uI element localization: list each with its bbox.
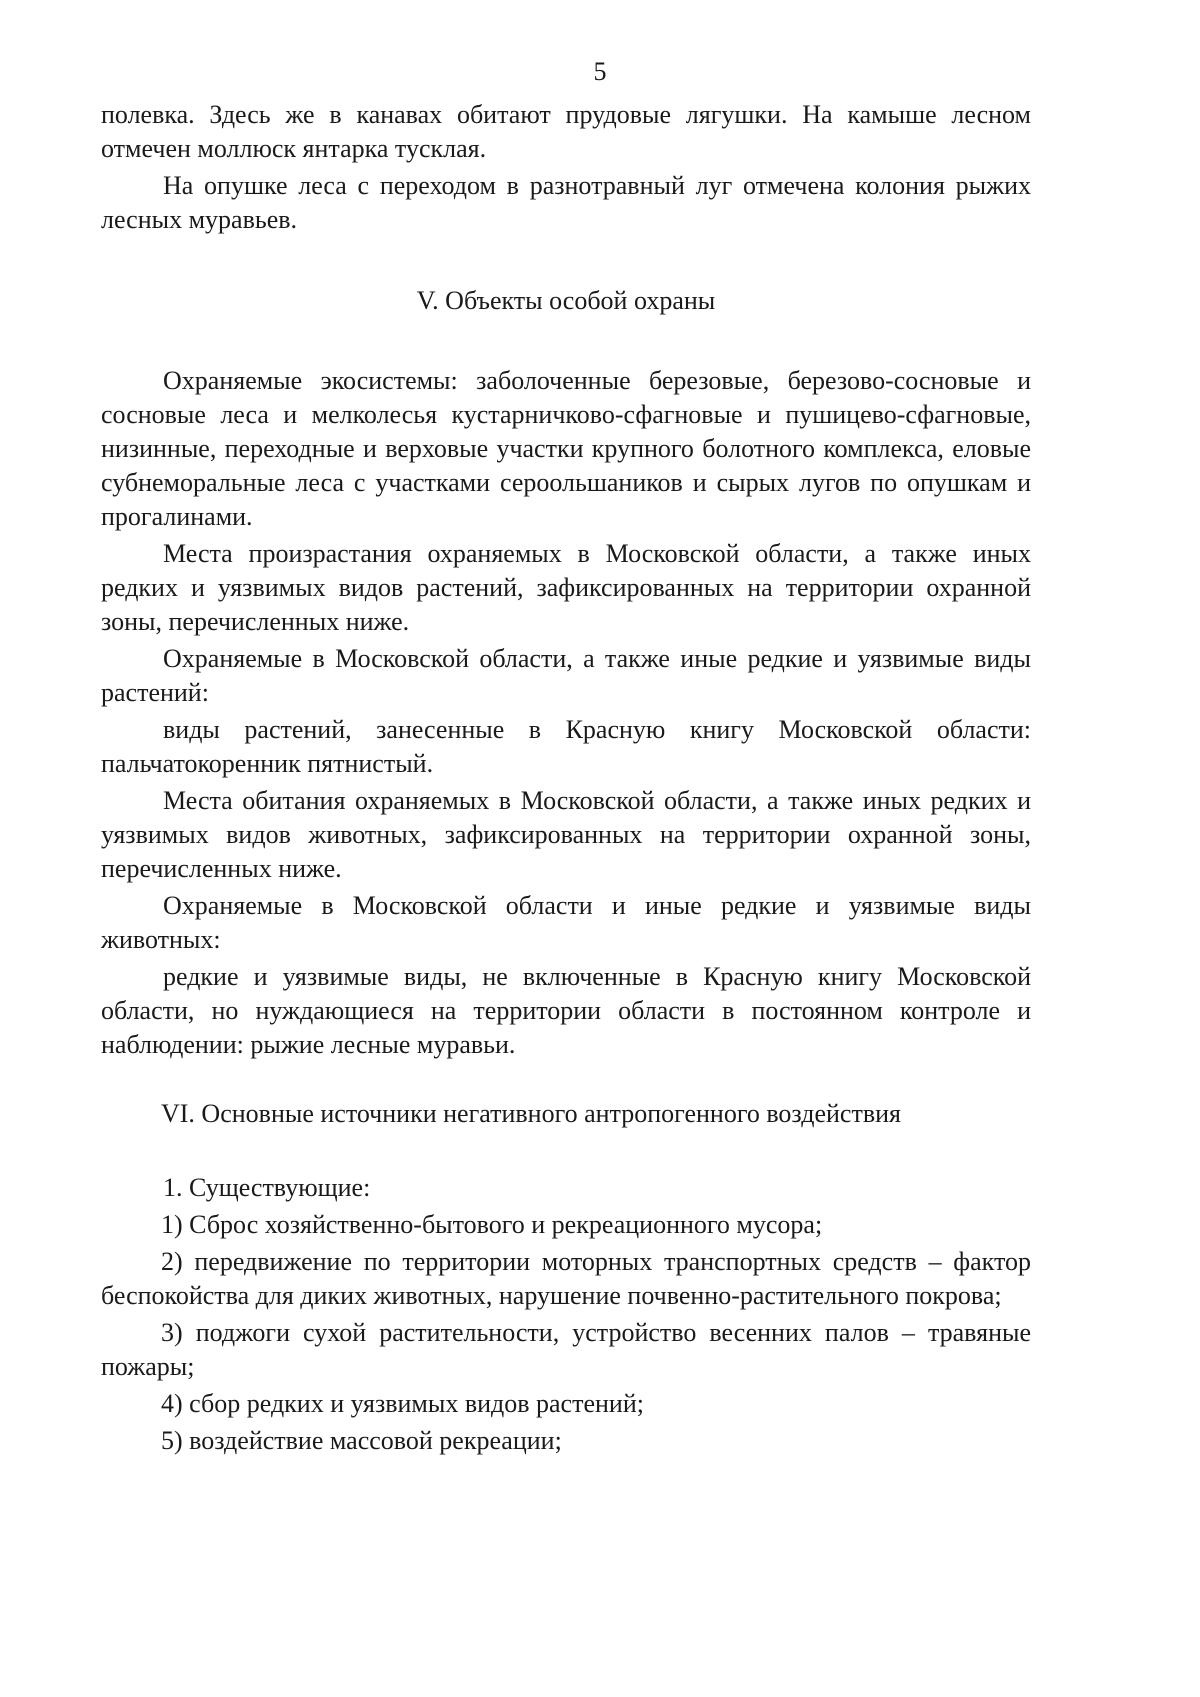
section-6-subheading: 1. Существующие:	[163, 1173, 371, 1202]
page-number: 5	[593, 57, 607, 86]
section-5-paragraph: Охраняемые в Московской области, а также иные редкие и уязвимые виды растений:	[101, 644, 1031, 707]
document-body	[101, 98, 1031, 1461]
section-5-paragraph: редкие и уязвимые виды, не включенные в Красную книгу Московской области, но нуждающиеся на территории области в постоянном контроле и наблюдении: рыжие лесные муравьи.	[101, 962, 1031, 1059]
section-5-paragraph: Места обитания охраняемых в Московской области, а также иных редких и уязвимых видов животных, зафиксированных на территории охранной зоны, перечисленных ниже.	[101, 786, 1031, 883]
intro-paragraph-1: полевка. Здесь же в канавах обитают прудовые лягушки. На камыше лесном отмечен моллюск янтарка тусклая.	[101, 100, 1031, 163]
section-5-heading: V. Объекты особой охраны	[416, 286, 716, 315]
section-5-paragraph: виды растений, занесенные в Красную книгу Московской области: пальчатокоренник пятнистый.	[101, 715, 1031, 778]
section-5-paragraph: Охраняемые экосистемы: заболоченные березовые, березово-сосновые и сосновые леса и мелколесья кустарничково-сфагновые и пушицево-сфагновые, низинные, переходные и верховые участки крупного болотного комплекса, еловые субнеморальные леса с участками сероольшаников и сырых лугов по опушкам и прогалинами.	[101, 366, 1031, 531]
list-item: 4) сбор редких и уязвимых видов растений;	[161, 1389, 644, 1418]
intro-paragraph-2: На опушке леса с переходом в разнотравный луг отмечена колония рыжих лесных муравьев.	[101, 171, 1031, 234]
list-item: 5) воздействие массовой рекреации;	[161, 1426, 562, 1455]
section-6-heading: VI. Основные источники негативного антропогенного воздействия	[161, 1099, 901, 1128]
list-item: 2) передвижение по территории моторных транспортных средств – фактор беспокойства для диких животных, нарушение почвенно-растительного покрова;	[101, 1247, 1031, 1310]
list-item: 1) Сброс хозяйственно-бытового и рекреационного мусора;	[161, 1210, 823, 1239]
section-5-paragraph: Места произрастания охраняемых в Московской области, а также иных редких и уязвимых видов растений, зафиксированных на территории охранной зоны, перечисленных ниже.	[101, 539, 1031, 636]
section-5-paragraph: Охраняемые в Московской области и иные редкие и уязвимые виды животных:	[101, 891, 1031, 954]
list-item: 3) поджоги сухой растительности, устройство весенних палов – травяные пожары;	[101, 1318, 1031, 1381]
